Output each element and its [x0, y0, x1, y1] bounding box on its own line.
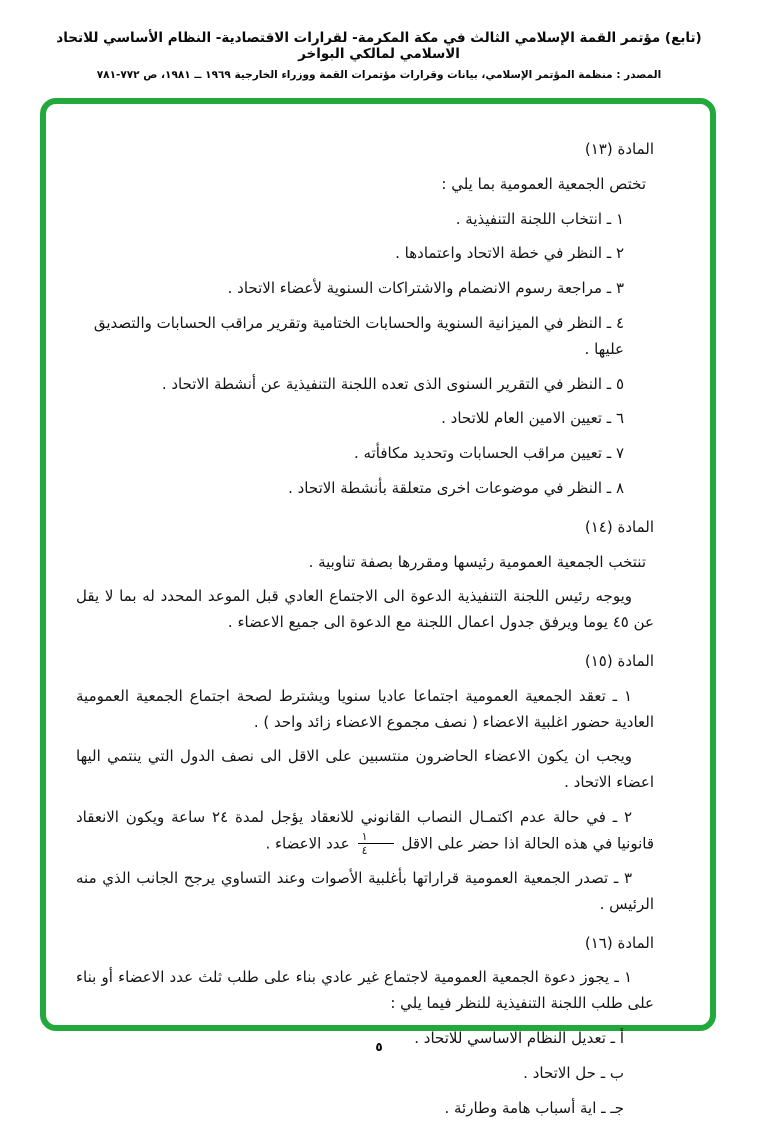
- list-item: جـ ـ اية أسباب هامة وطارئة .: [444, 1098, 624, 1117]
- paragraph: ويوجه رئيس اللجنة التنفيذية الدعوة الى الاجتماع العادي قبل الموعد المحدد له بما لا يقل عن ٤٥ يوما ويرفق جدول اعمال اللجنة مع الدعوة الى جميع الاعضاء .: [76, 587, 654, 632]
- content-frame: [40, 98, 716, 1117]
- article-16-heading: المادة (١٦): [584, 933, 654, 952]
- page-header-source: المصدر : منظمة المؤتمر الإسلامي، بيانات وقرارات مؤتمرات القمة ووزراء الخارجية ١٩٦٩ ــ ١٩٨١، ص ٧٧٢-٧٨١: [96, 69, 662, 81]
- page-number: ٥: [375, 1040, 383, 1054]
- list-item: أ ـ تعديل النظام الاساسي للاتحاد .: [414, 1029, 624, 1048]
- list-item: ١ ـ انتخاب اللجنة التنفيذية .: [455, 209, 624, 228]
- list-item: ٨ ـ النظر في موضوعات اخرى متعلقة بأنشطة الاتحاد .: [288, 478, 624, 497]
- paragraph: ١ ـ تعقد الجمعية العمومية اجتماعا عاديا سنويا ويشترط لصحة اجتماع الجمعية العمومية العادية حضور اغلبية الاعضاء ( نصف مجموع الاعضاء زائد واحد ) .: [76, 686, 654, 731]
- list-item: ٥ ـ النظر في التقرير السنوى الذى تعده اللجنة التنفيذية عن أنشطة الاتحاد .: [161, 374, 624, 393]
- list-item: ب ـ حل الاتحاد .: [523, 1063, 624, 1082]
- list-item: ٤ ـ النظر في الميزانية السنوية والحسابات الختامية وتقرير مراقب الحسابات والتصديق عليها .: [93, 313, 624, 358]
- article-13-heading: المادة (١٣): [584, 140, 654, 158]
- paragraph-with-fraction: [76, 805, 654, 857]
- article-14-heading: المادة (١٤): [584, 517, 654, 536]
- paragraph: تنتخب الجمعية العمومية رئيسها ومقررها بصفة تناوبية .: [308, 552, 646, 571]
- page-header-title: (تابع) مؤتمر القمة الإسلامي الثالث في مكة المكرمة- لقرارات الاقتصادية- النظام الأساسي للاتحاد الاسلامي لمالكي البواخر: [56, 30, 702, 62]
- page-header: [0, 30, 758, 81]
- list-item: ٦ ـ تعيين الامين العام للاتحاد .: [441, 409, 624, 428]
- list-item: ٢ ـ النظر في خطة الاتحاد واعتمادها .: [395, 244, 624, 263]
- fraction-text-after: عدد الاعضاء .: [265, 834, 350, 853]
- article-15-heading: المادة (١٥): [584, 651, 654, 670]
- one-quarter-fraction: [358, 831, 394, 857]
- article-13-intro: تختص الجمعية العمومية بما يلي :: [441, 174, 646, 193]
- list-item: ٧ ـ تعيين مراقب الحسابات وتحديد مكافأته .: [354, 444, 624, 463]
- paragraph: ٣ ـ تصدر الجمعية العمومية قراراتها بأغلبية الأصوات وعند التساوي يرجح الجانب الذي منه الرئيس .: [76, 869, 654, 913]
- fraction-text-before: ٢ ـ في حالة عدم اكتمـال النصاب القانوني للانعقاد يؤجل لمدة ٢٤ ساعة ويكون الانعقاد قانونيا في هذه الحالة اذا حضر على الاقل: [76, 807, 654, 853]
- fraction-denominator: ٤: [361, 844, 368, 858]
- frame-content: [46, 104, 710, 1121]
- paragraph: ويجب ان يكون الاعضاء الحاضرون منتسبين على الاقل الى نصف الدول التي ينتمي اليها اعضاء الاتحاد .: [76, 747, 654, 792]
- list-item: ٣ ـ مراجعة رسوم الانضمام والاشتراكات السنوية لأعضاء الاتحاد .: [227, 279, 624, 298]
- paragraph: ١ ـ يجوز دعوة الجمعية العمومية لاجتماع غير عادي بناء على طلب ثلث عدد الاعضاء أو بناء على طلب اللجنة التنفيذية للنظر فيما يلي :: [76, 968, 654, 1013]
- fraction-numerator: ١: [358, 831, 394, 845]
